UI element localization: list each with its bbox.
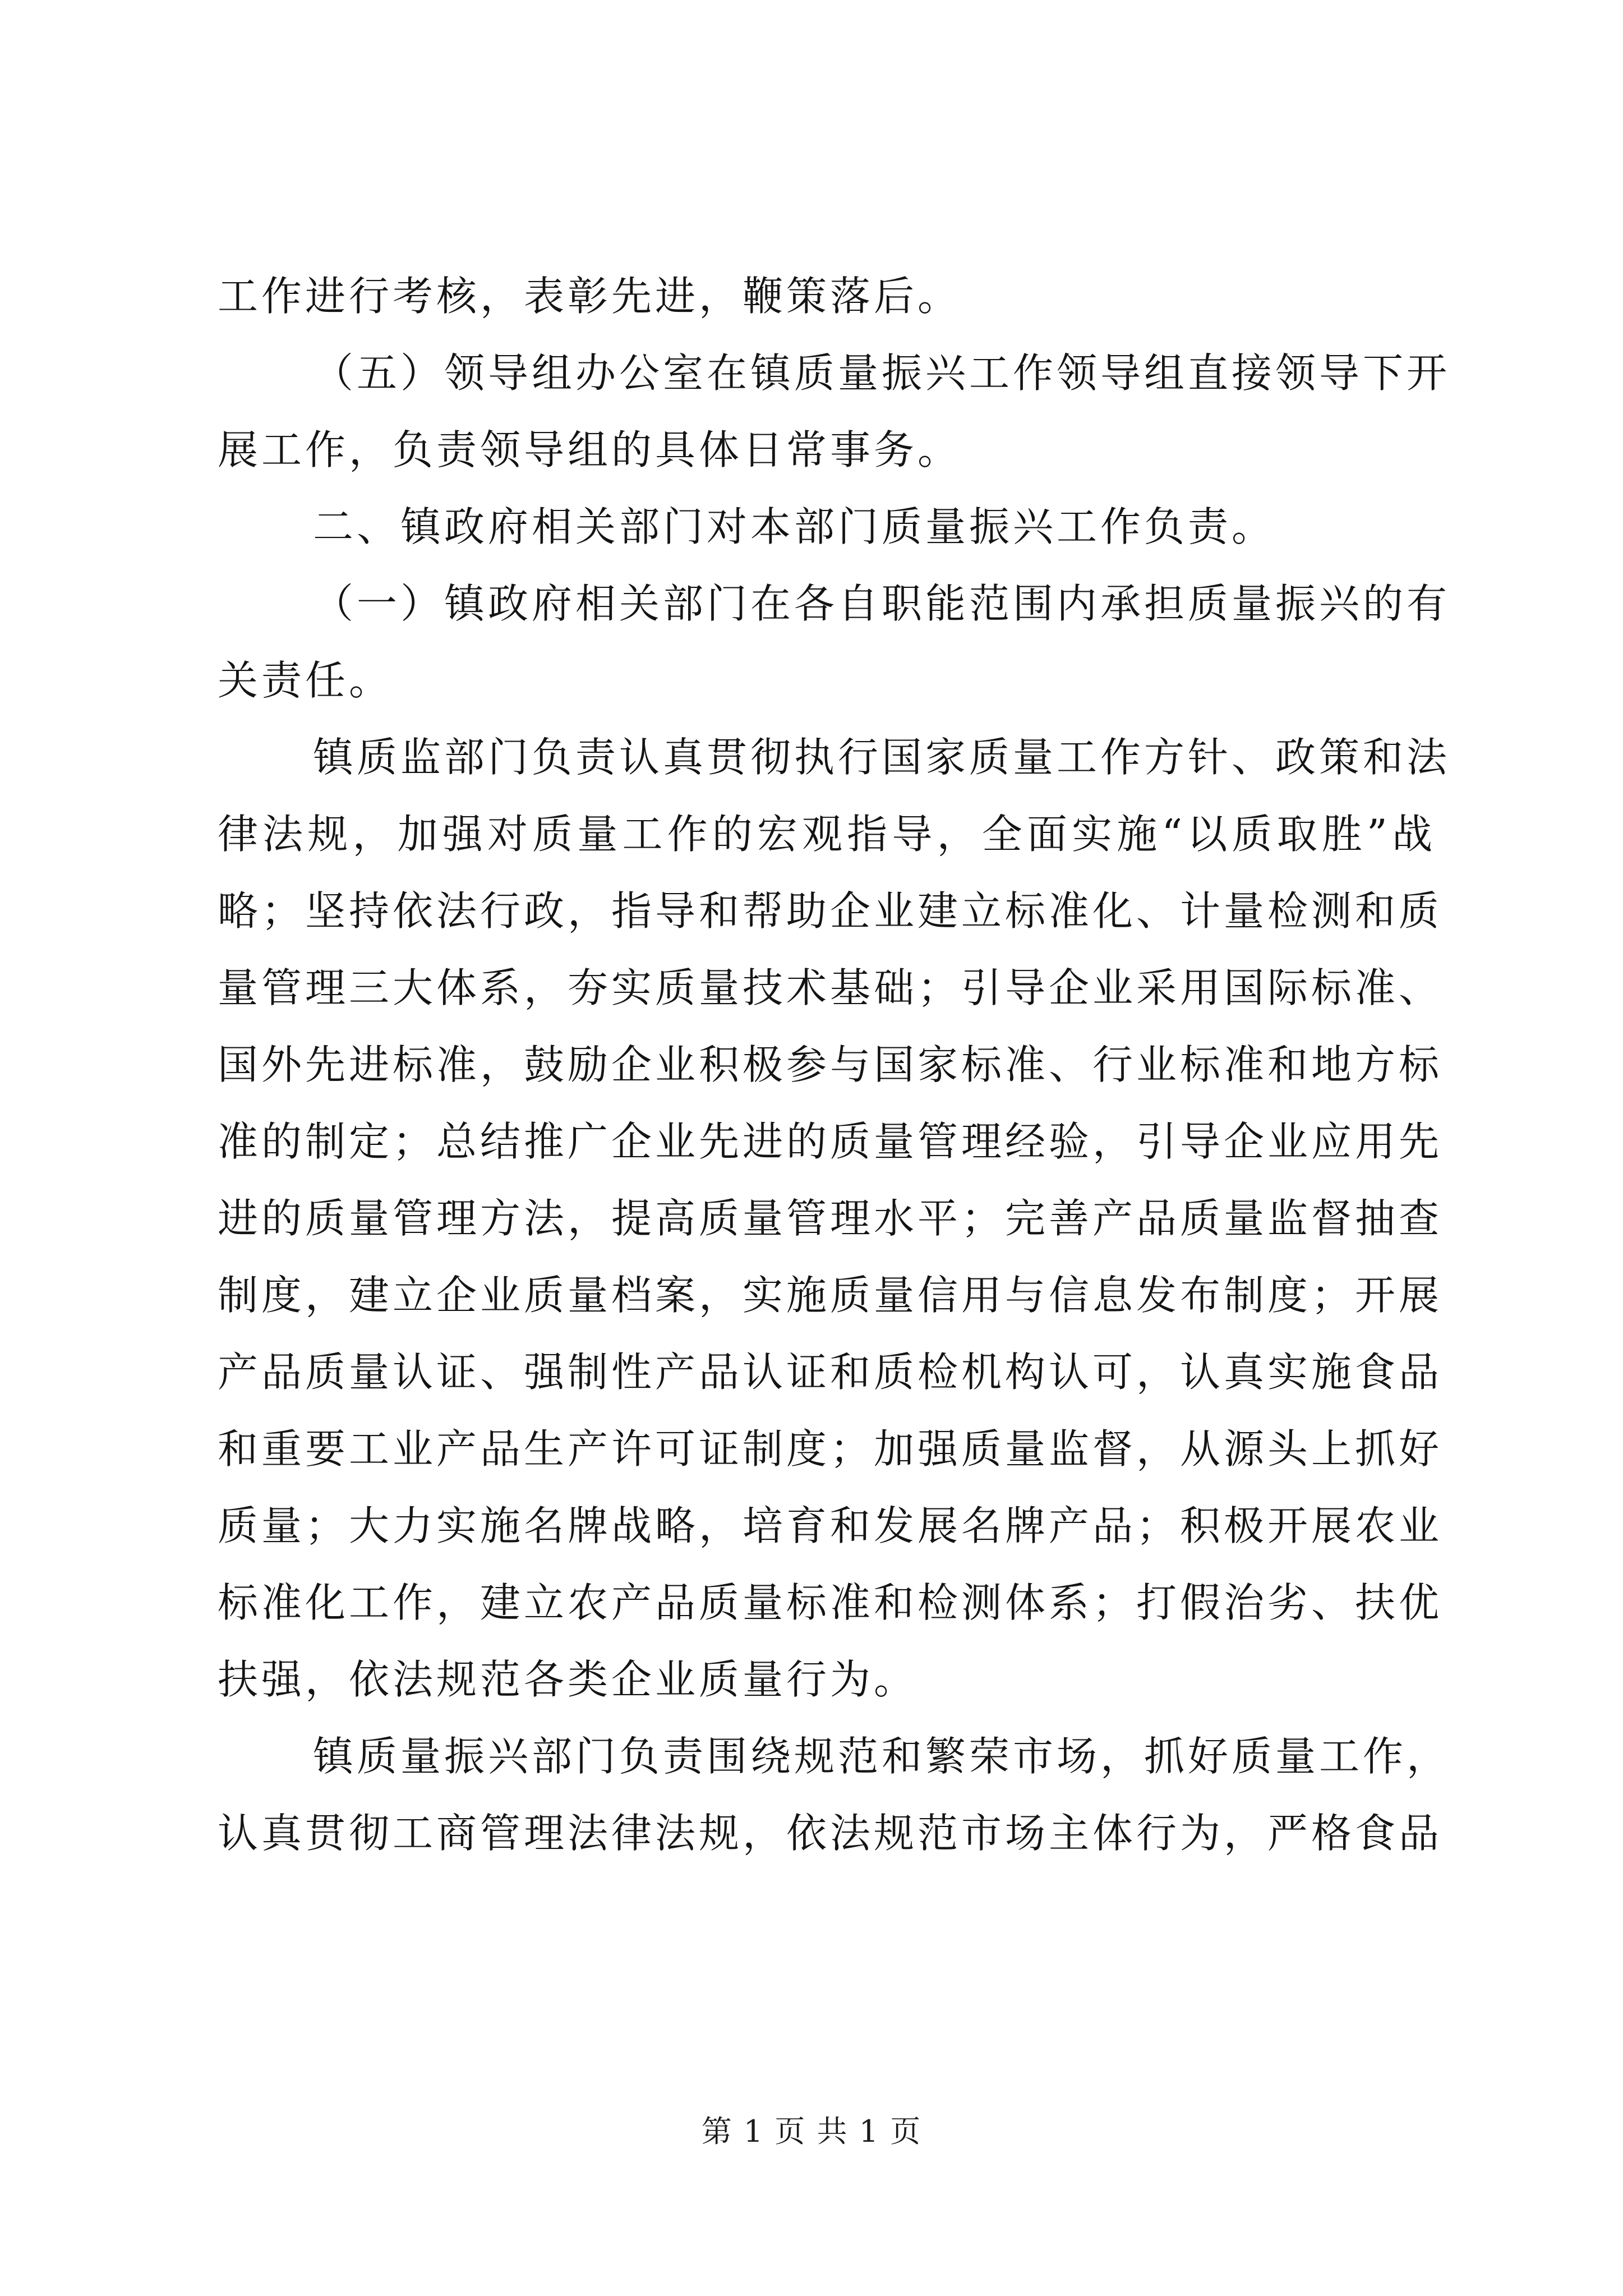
- text-line: （五）领导组办公室在镇质量振兴工作领导组直接领导下开: [313, 349, 1451, 397]
- text-line: 和重要工业产品生产许可证制度；加强质量监督，从源头上抓好: [218, 1425, 1443, 1473]
- text-line: 质量；大力实施名牌战略，培育和发展名牌产品；积极开展农业: [218, 1502, 1443, 1549]
- text-line: 制度，建立企业质量档案，实施质量信用与信息发布制度；开展: [218, 1272, 1443, 1319]
- text-line: 标准化工作，建立农产品质量标准和检测体系；打假治劣、扶优: [218, 1579, 1443, 1626]
- text-line: 认真贯彻工商管理法律法规，依法规范市场主体行为，严格食品: [218, 1810, 1443, 1857]
- text-line: 二、镇政府相关部门对本部门质量振兴工作负责。: [313, 503, 1276, 550]
- text-line: 产品质量认证、强制性产品认证和质检机构认可，认真实施食品: [218, 1349, 1443, 1396]
- text-line: 略；坚持依法行政，指导和帮助企业建立标准化、计量检测和质: [218, 887, 1443, 935]
- text-line: 关责任。: [218, 657, 393, 704]
- page-footer: 第 1 页 共 1 页: [701, 2114, 922, 2149]
- text-line: 国外先进标准，鼓励企业积极参与国家标准、行业标准和地方标: [218, 1041, 1443, 1088]
- text-line: （一）镇政府相关部门在各自职能范围内承担质量振兴的有: [313, 580, 1451, 627]
- text-line: 镇质量振兴部门负责围绕规范和繁荣市场，抓好质量工作，: [313, 1733, 1451, 1780]
- text-line: 进的质量管理方法，提高质量管理水平；完善产品质量监督抽查: [218, 1195, 1443, 1242]
- text-line: 律法规，加强对质量工作的宏观指导，全面实施“以质取胜”战: [218, 811, 1436, 858]
- text-line: 工作进行考核，表彰先进，鞭策落后。: [218, 273, 962, 320]
- text-line: 展工作，负责领导组的具体日常事务。: [218, 426, 962, 473]
- text-line: 准的制定；总结推广企业先进的质量管理经验，引导企业应用先: [218, 1118, 1443, 1165]
- text-line: 扶强，依法规范各类企业质量行为。: [218, 1656, 918, 1703]
- text-line: 量管理三大体系，夯实质量技术基础；引导企业采用国际标准、: [218, 964, 1443, 1011]
- text-line: 镇质监部门负责认真贯彻执行国家质量工作方针、政策和法: [313, 734, 1451, 781]
